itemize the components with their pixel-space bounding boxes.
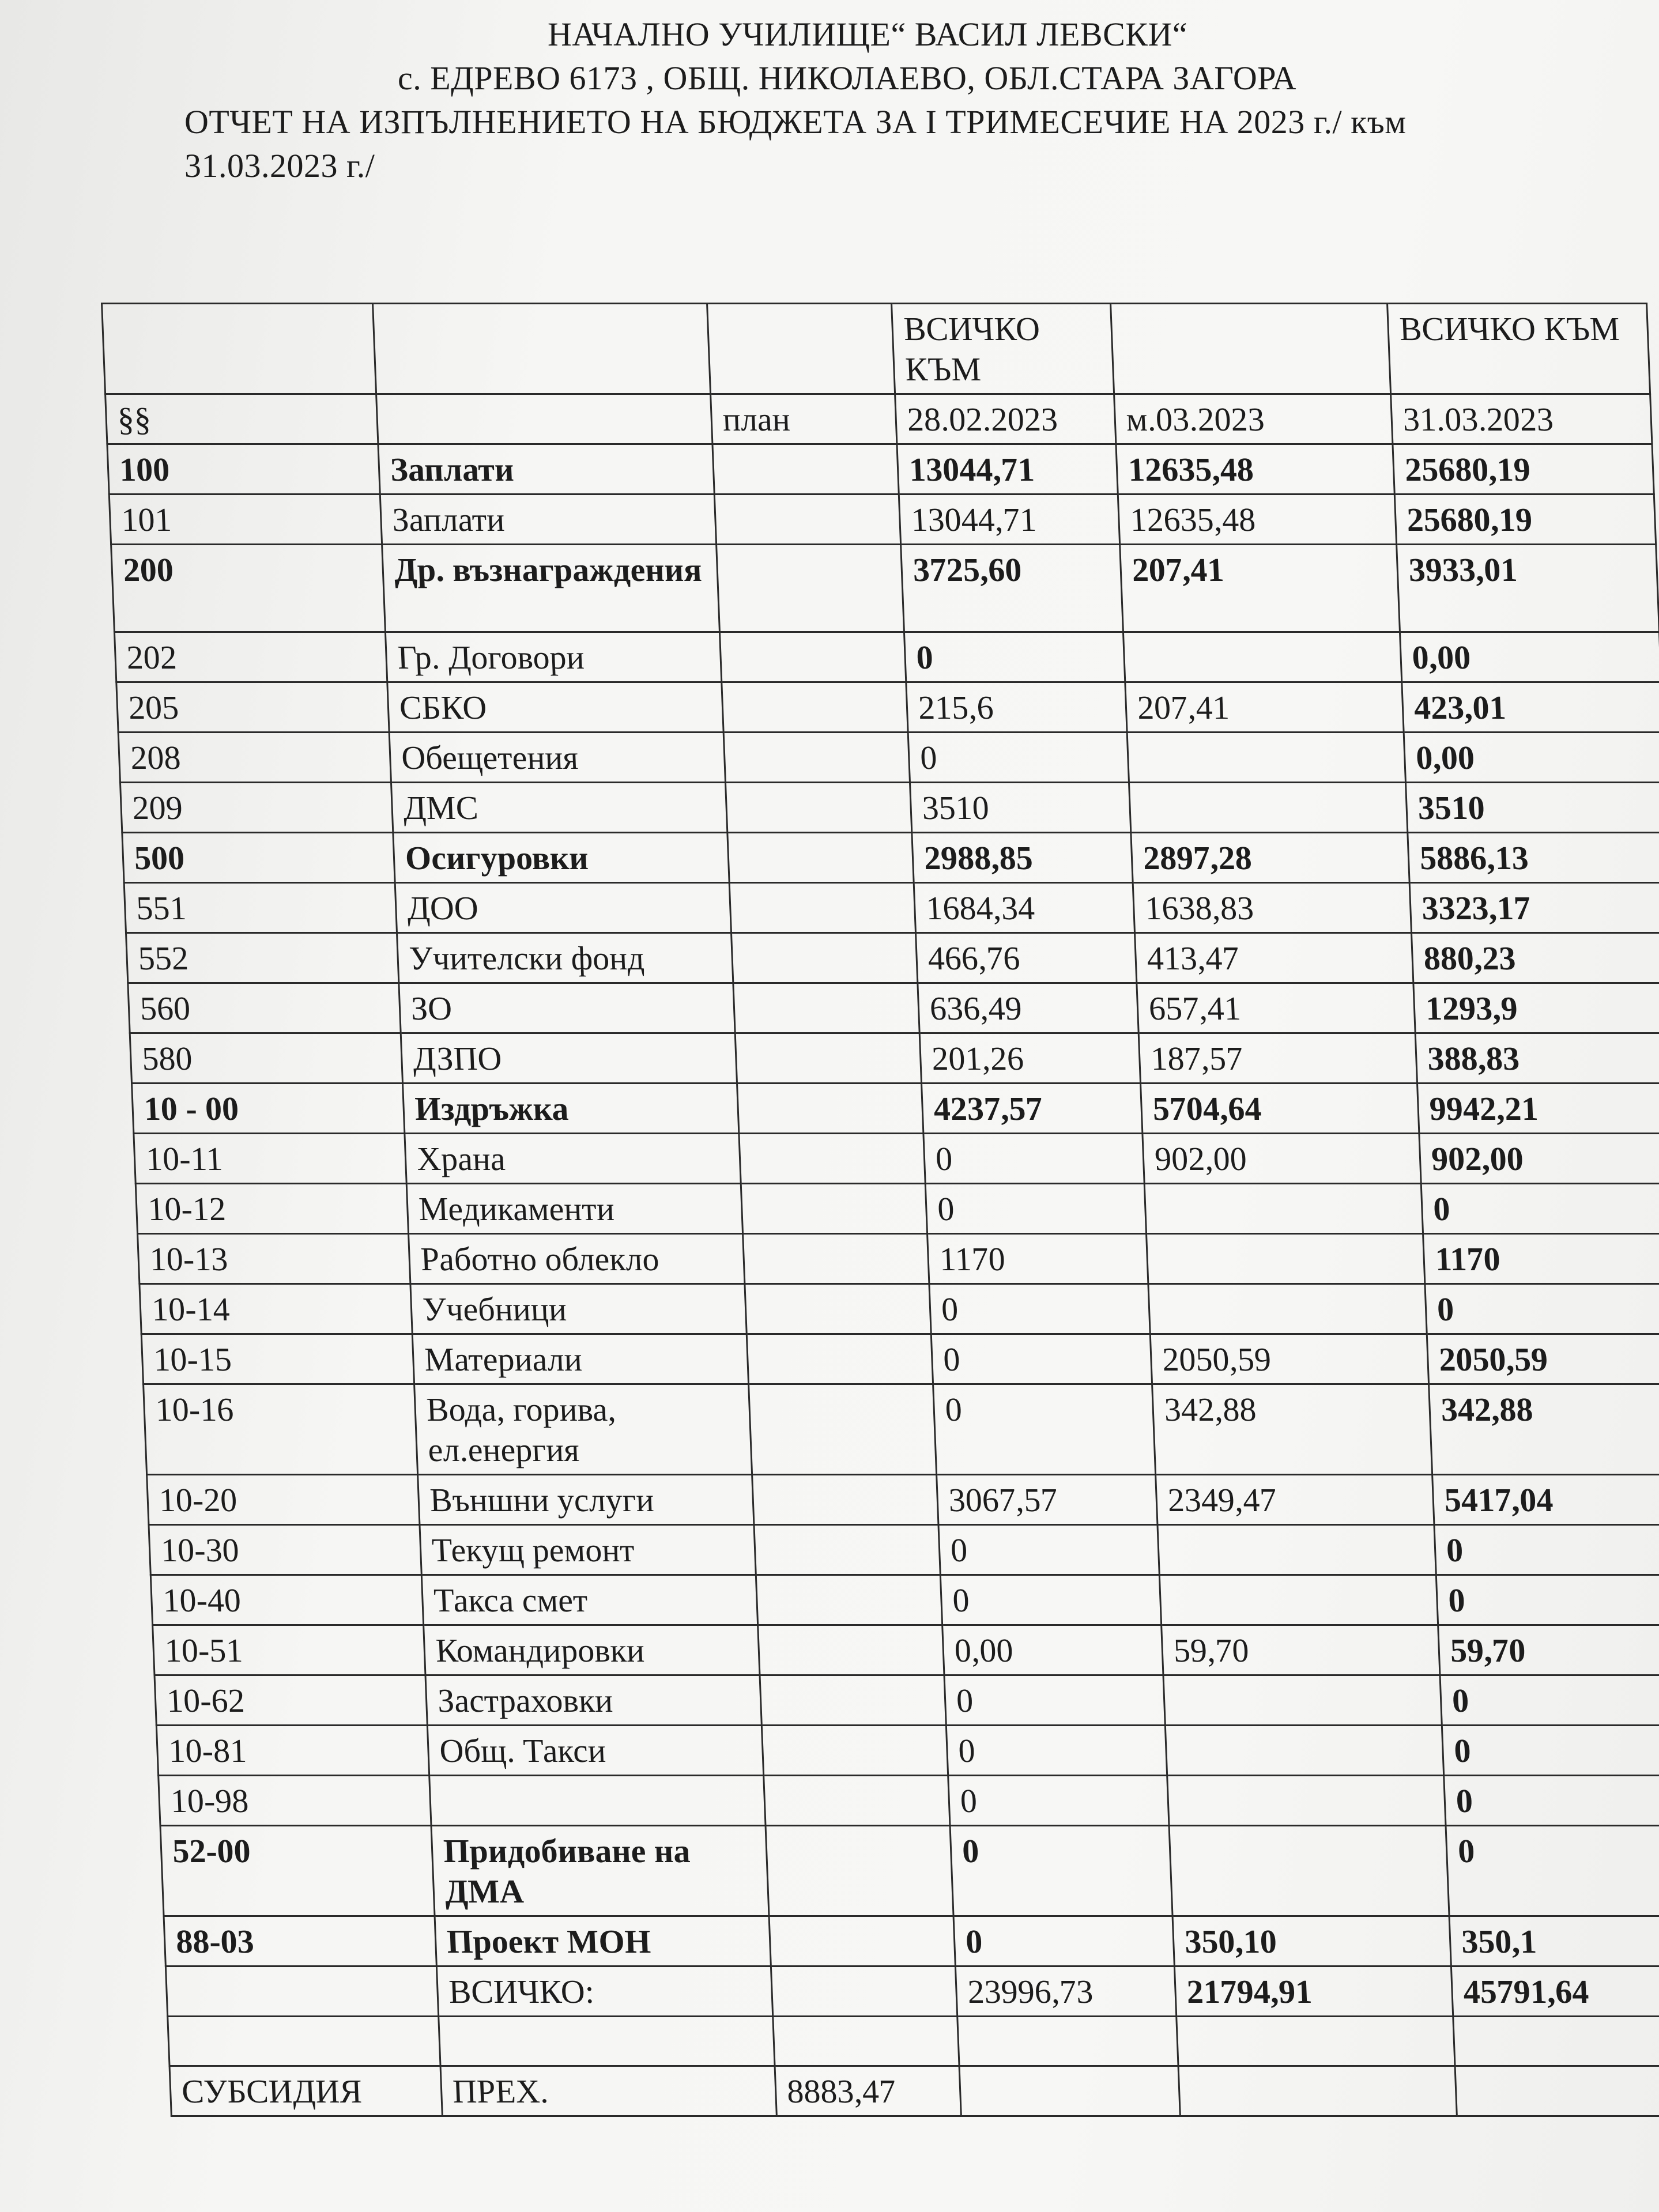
- cell-mar: [1129, 783, 1407, 833]
- cell-plan: [769, 1916, 955, 1966]
- cell-total: 342,88: [1429, 1384, 1659, 1475]
- cell-name: Външни услуги: [418, 1475, 754, 1525]
- cell-total: 902,00: [1419, 1134, 1659, 1184]
- cell-total: 25680,19: [1394, 495, 1656, 545]
- cell-mar: [1165, 1726, 1443, 1776]
- table-row: [118, 733, 1659, 783]
- cell-code: 10-11: [134, 1134, 406, 1184]
- cell-empty: [1178, 2066, 1457, 2116]
- header-cell: [373, 304, 711, 394]
- cell-plan: [729, 883, 915, 933]
- table-total-row: [165, 1966, 1659, 2017]
- cell-feb: 3725,60: [901, 545, 1123, 632]
- cell-total: 0: [1434, 1525, 1659, 1575]
- cell-feb: 1684,34: [914, 883, 1134, 933]
- table-row: [128, 983, 1659, 1033]
- cell-name: Придобиване на ДМА: [431, 1826, 769, 1916]
- cell-empty: [165, 1966, 438, 2017]
- cell-plan: [723, 733, 910, 783]
- header-cell-mar: м.03.2023: [1114, 394, 1393, 444]
- cell-empty: [957, 2017, 1178, 2066]
- cell-total: 59,70: [1438, 1625, 1659, 1675]
- header-cell-total-mar-top: ВСИЧКО КЪМ: [1387, 304, 1650, 394]
- cell-total: 1170: [1423, 1234, 1659, 1284]
- budget-table-wrapper: [101, 303, 1659, 2117]
- cell-code: 10 - 00: [132, 1084, 405, 1134]
- cell-name: Др. възнаграждения: [382, 545, 720, 632]
- cell-mar: [1123, 632, 1401, 682]
- cell-code: 101: [109, 495, 382, 545]
- cell-total: 880,23: [1412, 933, 1659, 983]
- table-row: [135, 1184, 1659, 1234]
- table-row: [114, 632, 1659, 682]
- table-row: [141, 1334, 1659, 1384]
- cell-feb: 466,76: [916, 933, 1137, 983]
- cell-code: 10-15: [141, 1334, 414, 1384]
- cell-empty: [771, 1966, 957, 2017]
- header-cell-name: [376, 394, 712, 444]
- table-row: [154, 1675, 1659, 1726]
- cell-mar: [1148, 1284, 1427, 1334]
- cell-plan: [754, 1525, 940, 1575]
- cell-empty: [959, 2066, 1180, 2116]
- cell-feb: 0: [933, 1384, 1156, 1475]
- cell-name: Командировки: [424, 1625, 760, 1675]
- cell-name: Проект МОН: [435, 1916, 771, 1966]
- cell-code: 10-81: [156, 1726, 429, 1776]
- table-row: [107, 444, 1654, 495]
- cell-mar: 12635,48: [1118, 495, 1396, 545]
- cell-feb: 0: [904, 632, 1125, 682]
- cell-plan: [746, 1334, 933, 1384]
- cell-plan: [749, 1384, 937, 1475]
- cell-name: Осигуровки: [393, 833, 729, 883]
- table-row: [150, 1575, 1659, 1625]
- cell-mar: [1127, 733, 1405, 783]
- cell-feb: 1170: [927, 1234, 1148, 1284]
- cell-plan: [764, 1776, 950, 1826]
- cell-mar: 187,57: [1138, 1033, 1417, 1084]
- cell-total: 0: [1440, 1675, 1659, 1726]
- cell-name: ДМС: [391, 783, 727, 833]
- table-row: [160, 1826, 1659, 1916]
- cell-feb: 0: [908, 733, 1129, 783]
- cell-feb: 0: [938, 1525, 1159, 1575]
- table-row: [156, 1726, 1659, 1776]
- cell-empty: [439, 2017, 775, 2066]
- cell-total: 350,1: [1449, 1916, 1659, 1966]
- cell-total: 0: [1446, 1826, 1659, 1916]
- total-mar: 21794,91: [1174, 1966, 1453, 2017]
- table-row: [144, 1384, 1659, 1475]
- header-cell: [102, 304, 376, 394]
- school-name: НАЧАЛНО УЧИЛИЩЕ“ ВАСИЛ ЛЕВСКИ“: [548, 16, 1188, 53]
- cell-total: 5886,13: [1408, 833, 1659, 883]
- table-row: [153, 1625, 1659, 1675]
- cell-mar: 207,41: [1120, 545, 1400, 632]
- table-row: [134, 1134, 1659, 1184]
- cell-empty: [1177, 2017, 1455, 2066]
- cell-total: 3933,01: [1397, 545, 1659, 632]
- total-label: ВСИЧКО:: [436, 1966, 772, 2017]
- cell-mar: 207,41: [1125, 682, 1404, 733]
- cell-feb: 13044,71: [897, 444, 1118, 495]
- cell-plan: [745, 1284, 931, 1334]
- cell-code: 10-51: [153, 1625, 425, 1675]
- cell-feb: 0: [931, 1334, 1152, 1384]
- cell-mar: [1144, 1184, 1423, 1234]
- cell-total: 0,00: [1400, 632, 1659, 682]
- cell-plan: [733, 983, 919, 1033]
- cell-name: Такса смет: [421, 1575, 757, 1625]
- cell-name: ЗО: [399, 983, 735, 1033]
- report-date: 31.03.2023 г./: [184, 147, 375, 184]
- header-cell: [1111, 304, 1391, 394]
- cell-code: 10-30: [149, 1525, 421, 1575]
- table-row: [111, 545, 1659, 632]
- cell-mar: 350,10: [1172, 1916, 1451, 1966]
- table-row: [109, 495, 1656, 545]
- cell-plan: [739, 1134, 925, 1184]
- cell-name: Гр. Договори: [385, 632, 721, 682]
- cell-total: 0: [1444, 1776, 1659, 1826]
- cell-mar: 902,00: [1143, 1134, 1421, 1184]
- cell-code: 52-00: [160, 1826, 435, 1916]
- cell-empty: [773, 2017, 959, 2066]
- cell-plan: [717, 545, 904, 632]
- school-address: с. ЕДРЕВО 6173 , ОБЩ. НИКОЛАЕВО, ОБЛ.СТАРА ЗАГОРА: [398, 59, 1296, 97]
- header-cell-feb: 28.02.2023: [895, 394, 1116, 444]
- cell-mar: 413,47: [1135, 933, 1413, 983]
- cell-feb: 2988,85: [912, 833, 1133, 883]
- cell-code: 209: [120, 783, 393, 833]
- table-row: [132, 1084, 1659, 1134]
- cell-feb: 0: [944, 1675, 1165, 1726]
- table-header-row: [105, 394, 1652, 444]
- cell-name: Вода, горива, ел.енергия: [414, 1384, 752, 1475]
- cell-name: Медикаменти: [406, 1184, 742, 1234]
- cell-code: 560: [128, 983, 401, 1033]
- header-cell-code: §§: [105, 394, 378, 444]
- cell-mar: 59,70: [1162, 1625, 1440, 1675]
- cell-empty: [1455, 2066, 1659, 2116]
- cell-plan: [714, 495, 900, 545]
- cell-name: Учителски фонд: [397, 933, 733, 983]
- cell-feb: 0: [946, 1726, 1167, 1776]
- header-cell-total-feb-top: ВСИЧКО КЪМ: [892, 304, 1114, 394]
- cell-mar: 12635,48: [1116, 444, 1394, 495]
- table-row: [120, 783, 1659, 833]
- report-title: ОТЧЕТ НА ИЗПЪЛНЕНИЕТО НА БЮДЖЕТА ЗА I ТРИМЕСЕЧИЕ НА 2023 г./ към: [184, 103, 1407, 141]
- cell-feb: 0,00: [942, 1625, 1163, 1675]
- cell-total: 0,00: [1404, 733, 1659, 783]
- cell-feb: 3067,57: [937, 1475, 1157, 1525]
- cell-total: 423,01: [1402, 682, 1659, 733]
- cell-code: 10-20: [147, 1475, 420, 1525]
- cell-code: 10-16: [144, 1384, 418, 1475]
- cell-feb: 215,6: [906, 682, 1127, 733]
- subsidy-value: 8883,47: [775, 2066, 961, 2116]
- table-row: [126, 933, 1659, 983]
- cell-name: Общ. Такси: [427, 1726, 763, 1776]
- table-row: [139, 1284, 1659, 1334]
- cell-mar: [1157, 1525, 1436, 1575]
- table-empty-row: [168, 2017, 1659, 2066]
- cell-feb: 0: [923, 1134, 1144, 1184]
- cell-feb: 0: [950, 1826, 1172, 1916]
- cell-code: 551: [124, 883, 397, 933]
- cell-feb: 13044,71: [899, 495, 1119, 545]
- cell-plan: [722, 682, 908, 733]
- cell-name: Учебници: [410, 1284, 746, 1334]
- table-row: [122, 833, 1659, 883]
- cell-plan: [766, 1826, 953, 1916]
- cell-mar: [1147, 1234, 1425, 1284]
- cell-name: Храна: [405, 1134, 741, 1184]
- subsidy-label: СУБСИДИЯ: [169, 2066, 442, 2116]
- subsidy-prex-label: ПРЕХ.: [440, 2066, 776, 2116]
- cell-total: 25680,19: [1393, 444, 1654, 495]
- cell-mar: [1159, 1575, 1438, 1625]
- cell-mar: [1163, 1675, 1442, 1726]
- cell-plan: [737, 1084, 923, 1134]
- cell-name: Текущ ремонт: [420, 1525, 756, 1575]
- table-row: [138, 1234, 1659, 1284]
- cell-name: [429, 1776, 766, 1826]
- cell-name: СБКО: [387, 682, 723, 733]
- cell-code: 10-14: [139, 1284, 412, 1334]
- cell-total: 5417,04: [1432, 1475, 1659, 1525]
- cell-mar: 1638,83: [1133, 883, 1411, 933]
- cell-code: 10-40: [150, 1575, 423, 1625]
- cell-code: 500: [122, 833, 395, 883]
- cell-code: 10-13: [138, 1234, 410, 1284]
- cell-total: 0: [1436, 1575, 1659, 1625]
- cell-mar: [1167, 1776, 1446, 1826]
- cell-mar: 657,41: [1137, 983, 1415, 1033]
- cell-plan: [743, 1234, 929, 1284]
- cell-plan: [758, 1625, 944, 1675]
- cell-empty: [168, 2017, 440, 2066]
- cell-code: 208: [118, 733, 391, 783]
- cell-plan: [735, 1033, 921, 1084]
- document-header: [184, 13, 1579, 188]
- cell-code: 205: [116, 682, 389, 733]
- cell-mar: 2050,59: [1150, 1334, 1428, 1384]
- cell-code: 88-03: [164, 1916, 436, 1966]
- cell-name: ДОО: [395, 883, 731, 933]
- cell-total: 3323,17: [1409, 883, 1659, 933]
- table-row: [116, 682, 1659, 733]
- cell-name: ДЗПО: [401, 1033, 737, 1084]
- cell-plan: [760, 1675, 946, 1726]
- table-row: [147, 1475, 1659, 1525]
- header-cell-plan: план: [711, 394, 897, 444]
- table-row: [149, 1525, 1659, 1575]
- cell-code: 200: [111, 545, 386, 632]
- cell-code: 10-98: [159, 1776, 431, 1826]
- cell-total: 0: [1425, 1284, 1659, 1334]
- cell-plan: [732, 933, 918, 983]
- cell-total: 3510: [1405, 783, 1659, 833]
- cell-code: 552: [126, 933, 399, 983]
- cell-total: 0: [1442, 1726, 1659, 1776]
- budget-table: [101, 303, 1659, 2117]
- cell-plan: [761, 1726, 948, 1776]
- total-total: 45791,64: [1451, 1966, 1659, 2017]
- cell-feb: 4237,57: [922, 1084, 1143, 1134]
- cell-plan: [719, 632, 906, 682]
- cell-feb: 0: [948, 1776, 1169, 1826]
- cell-name: Работно облекло: [409, 1234, 745, 1284]
- cell-feb: 201,26: [919, 1033, 1140, 1084]
- cell-name: Издръжка: [403, 1084, 739, 1134]
- cell-name: Обещетения: [389, 733, 725, 783]
- cell-plan: [712, 444, 899, 495]
- cell-code: 10-12: [135, 1184, 408, 1234]
- cell-code: 10-62: [154, 1675, 427, 1726]
- cell-total: 9942,21: [1417, 1084, 1659, 1134]
- cell-total: 0: [1421, 1184, 1659, 1234]
- table-row: [130, 1033, 1659, 1084]
- table-header-row-top: [102, 304, 1650, 394]
- cell-total: 2050,59: [1427, 1334, 1659, 1384]
- table-row: [159, 1776, 1659, 1826]
- cell-code: 202: [114, 632, 387, 682]
- cell-feb: 0: [940, 1575, 1161, 1625]
- header-cell-total: 31.03.2023: [1391, 394, 1652, 444]
- table-row: [124, 883, 1659, 933]
- cell-plan: [752, 1475, 938, 1525]
- cell-name: Заплати: [378, 444, 714, 495]
- cell-plan: [727, 833, 914, 883]
- cell-code: 100: [107, 444, 380, 495]
- cell-plan: [756, 1575, 942, 1625]
- cell-name: Застраховки: [425, 1675, 761, 1726]
- cell-plan: [741, 1184, 927, 1234]
- cell-mar: 342,88: [1152, 1384, 1432, 1475]
- cell-mar: [1169, 1826, 1449, 1916]
- cell-name: Заплати: [380, 495, 716, 545]
- total-feb: 23996,73: [955, 1966, 1176, 2017]
- cell-feb: 3510: [910, 783, 1130, 833]
- cell-code: 580: [130, 1033, 402, 1084]
- cell-feb: 0: [925, 1184, 1146, 1234]
- table-subsidy-row: [169, 2066, 1659, 2116]
- cell-mar: 5704,64: [1141, 1084, 1419, 1134]
- cell-mar: 2349,47: [1156, 1475, 1434, 1525]
- cell-total: 388,83: [1415, 1033, 1659, 1084]
- cell-plan: [725, 783, 911, 833]
- cell-name: Материали: [412, 1334, 748, 1384]
- cell-feb: 0: [929, 1284, 1150, 1334]
- cell-mar: 2897,28: [1131, 833, 1409, 883]
- header-cell: [707, 304, 895, 394]
- cell-feb: 0: [953, 1916, 1174, 1966]
- cell-total: 1293,9: [1413, 983, 1659, 1033]
- cell-empty: [1453, 2017, 1659, 2066]
- table-row: [164, 1916, 1659, 1966]
- cell-feb: 636,49: [918, 983, 1138, 1033]
